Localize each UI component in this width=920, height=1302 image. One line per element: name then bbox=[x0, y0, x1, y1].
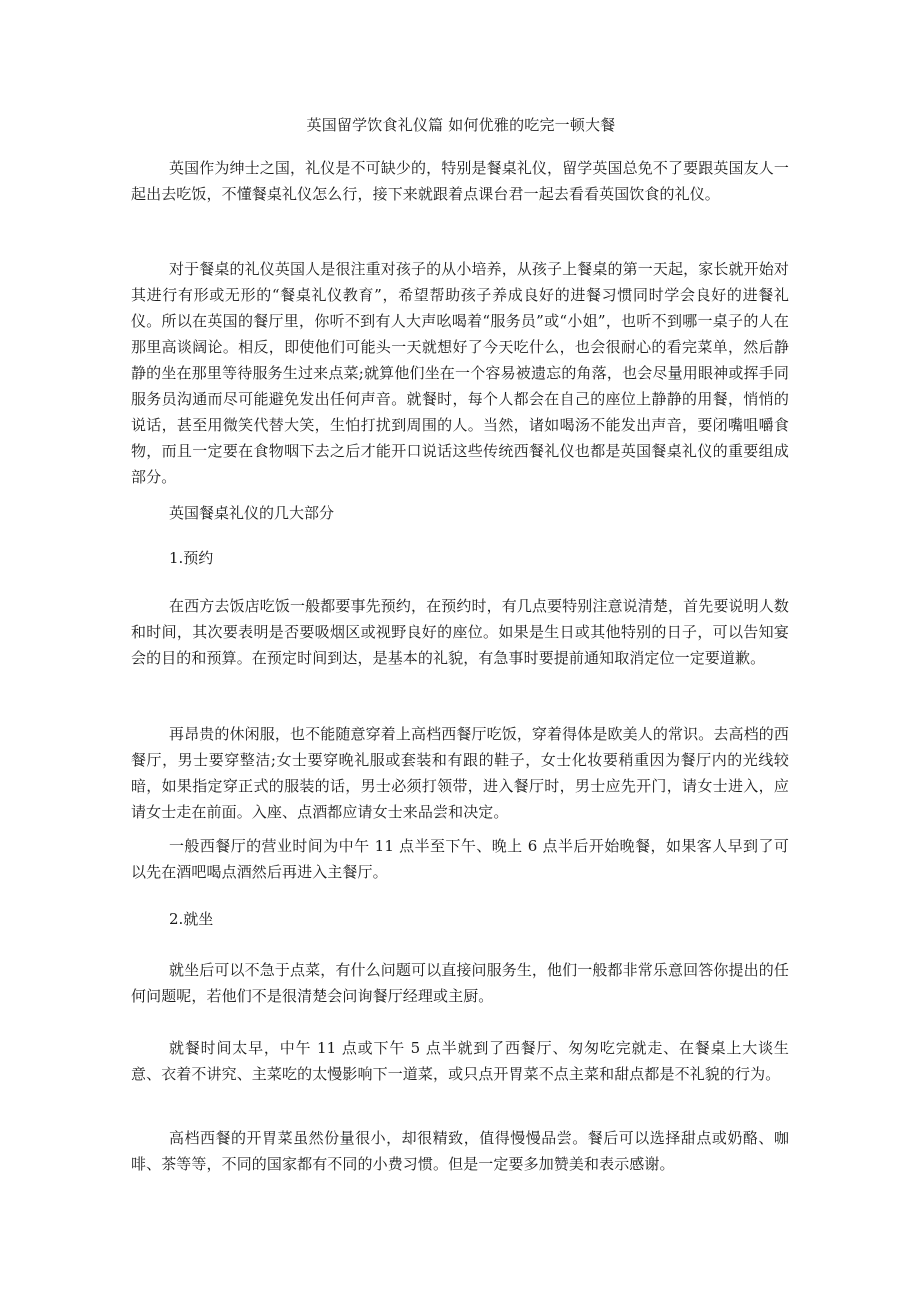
paragraph-seating: 就坐后可以不急于点菜，有什么问题可以直接问服务生，他们一般都非常乐意回答你提出的任何问题呢，若他们不是很清楚会问询餐厅经理或主厨。 bbox=[131, 961, 789, 1005]
section-heading-seating: 2.就坐 bbox=[169, 910, 214, 928]
paragraph-reservation: 在西方去饭店吃饭一般都要事先预约，在预约时，有几点要特别注意说清楚，首先要说明人数和时间，其次要表明是否要吸烟区或视野良好的座位。如果是生日或其他特别的日子，可以告知宴会的目的和预算。在预定时间到达，是基本的礼貌，有急事时要提前通知取消定位一定要道歉。 bbox=[131, 597, 789, 667]
section-heading-parts: 英国餐桌礼仪的几大部分 bbox=[169, 504, 335, 522]
paragraph-intro: 英国作为绅士之国，礼仪是不可缺少的，特别是餐桌礼仪，留学英国总免不了要跟英国友人一起出去吃饭，不懂餐桌礼仪怎么行，接下来就跟着点课台君一起去看看英国饮食的礼仪。 bbox=[131, 159, 789, 203]
document-title: 英国留学饮食礼仪篇 如何优雅的吃完一顿大餐 bbox=[306, 116, 616, 134]
section-heading-reservation: 1.预约 bbox=[169, 549, 214, 567]
paragraph-children-etiquette: 对于餐桌的礼仪英国人是很注重对孩子的从小培养，从孩子上餐桌的第一天起，家长就开始对其进行有形或无形的“餐桌礼仪教育”，希望帮助孩子养成良好的进餐习惯同时学会良好的进餐礼仪。所以在英国的餐厅里，你听不到有人大声吆喝着“服务员”或“小姐”，也听不到哪一桌子的人在那里高谈阔论。相反，即使他们可能头一天就想好了今天吃什么，也会很耐心的看完菜单，然后静静的坐在那里等待服务生过来点菜;就算他们坐在一个容易被遗忘的角落，也会尽量用眼神或挥手同服务员沟通而尽可能避免发出任何声音。就餐时，每个人都会在自己的座位上静静的用餐，悄悄的说话，甚至用微笑代替大笑，生怕打扰到周围的人。当然，诸如喝汤不能发出声音，要闭嘴咀嚼食物，而且一定要在食物咽下去之后才能开口说话这些传统西餐礼仪也都是英国餐桌礼仪的重要组成部分。 bbox=[131, 260, 789, 486]
paragraph-opening-hours: 一般西餐厅的营业时间为中午 11 点半至下午、晚上 6 点半后开始晚餐，如果客人早到了可以先在酒吧喝点酒然后再进入主餐厅。 bbox=[131, 837, 789, 881]
paragraph-appetizers: 高档西餐的开胃菜虽然份量很小，却很精致，值得慢慢品尝。餐后可以选择甜点或奶酪、咖啡、茶等等，不同的国家都有不同的小费习惯。但是一定要多加赞美和表示感谢。 bbox=[131, 1129, 789, 1173]
paragraph-dress-code: 再昂贵的休闲服，也不能随意穿着上高档西餐厅吃饭，穿着得体是欧美人的常识。去高档的西餐厅，男士要穿整洁;女士要穿晚礼服或套装和有跟的鞋子，女士化妆要稍重因为餐厅内的光线较暗，如果指定穿正式的服装的话，男士必须打领带，进入餐厅时，男士应先开门，请女士进入，应请女士走在前面。入座、点酒都应请女士来品尝和决定。 bbox=[131, 725, 789, 821]
paragraph-rude-behaviors: 就餐时间太早，中午 11 点或下午 5 点半就到了西餐厅、匆匆吃完就走、在餐桌上大谈生意、衣着不讲究、主菜吃的太慢影响下一道菜，或只点开胃菜不点主菜和甜点都是不礼貌的行为。 bbox=[131, 1039, 789, 1083]
